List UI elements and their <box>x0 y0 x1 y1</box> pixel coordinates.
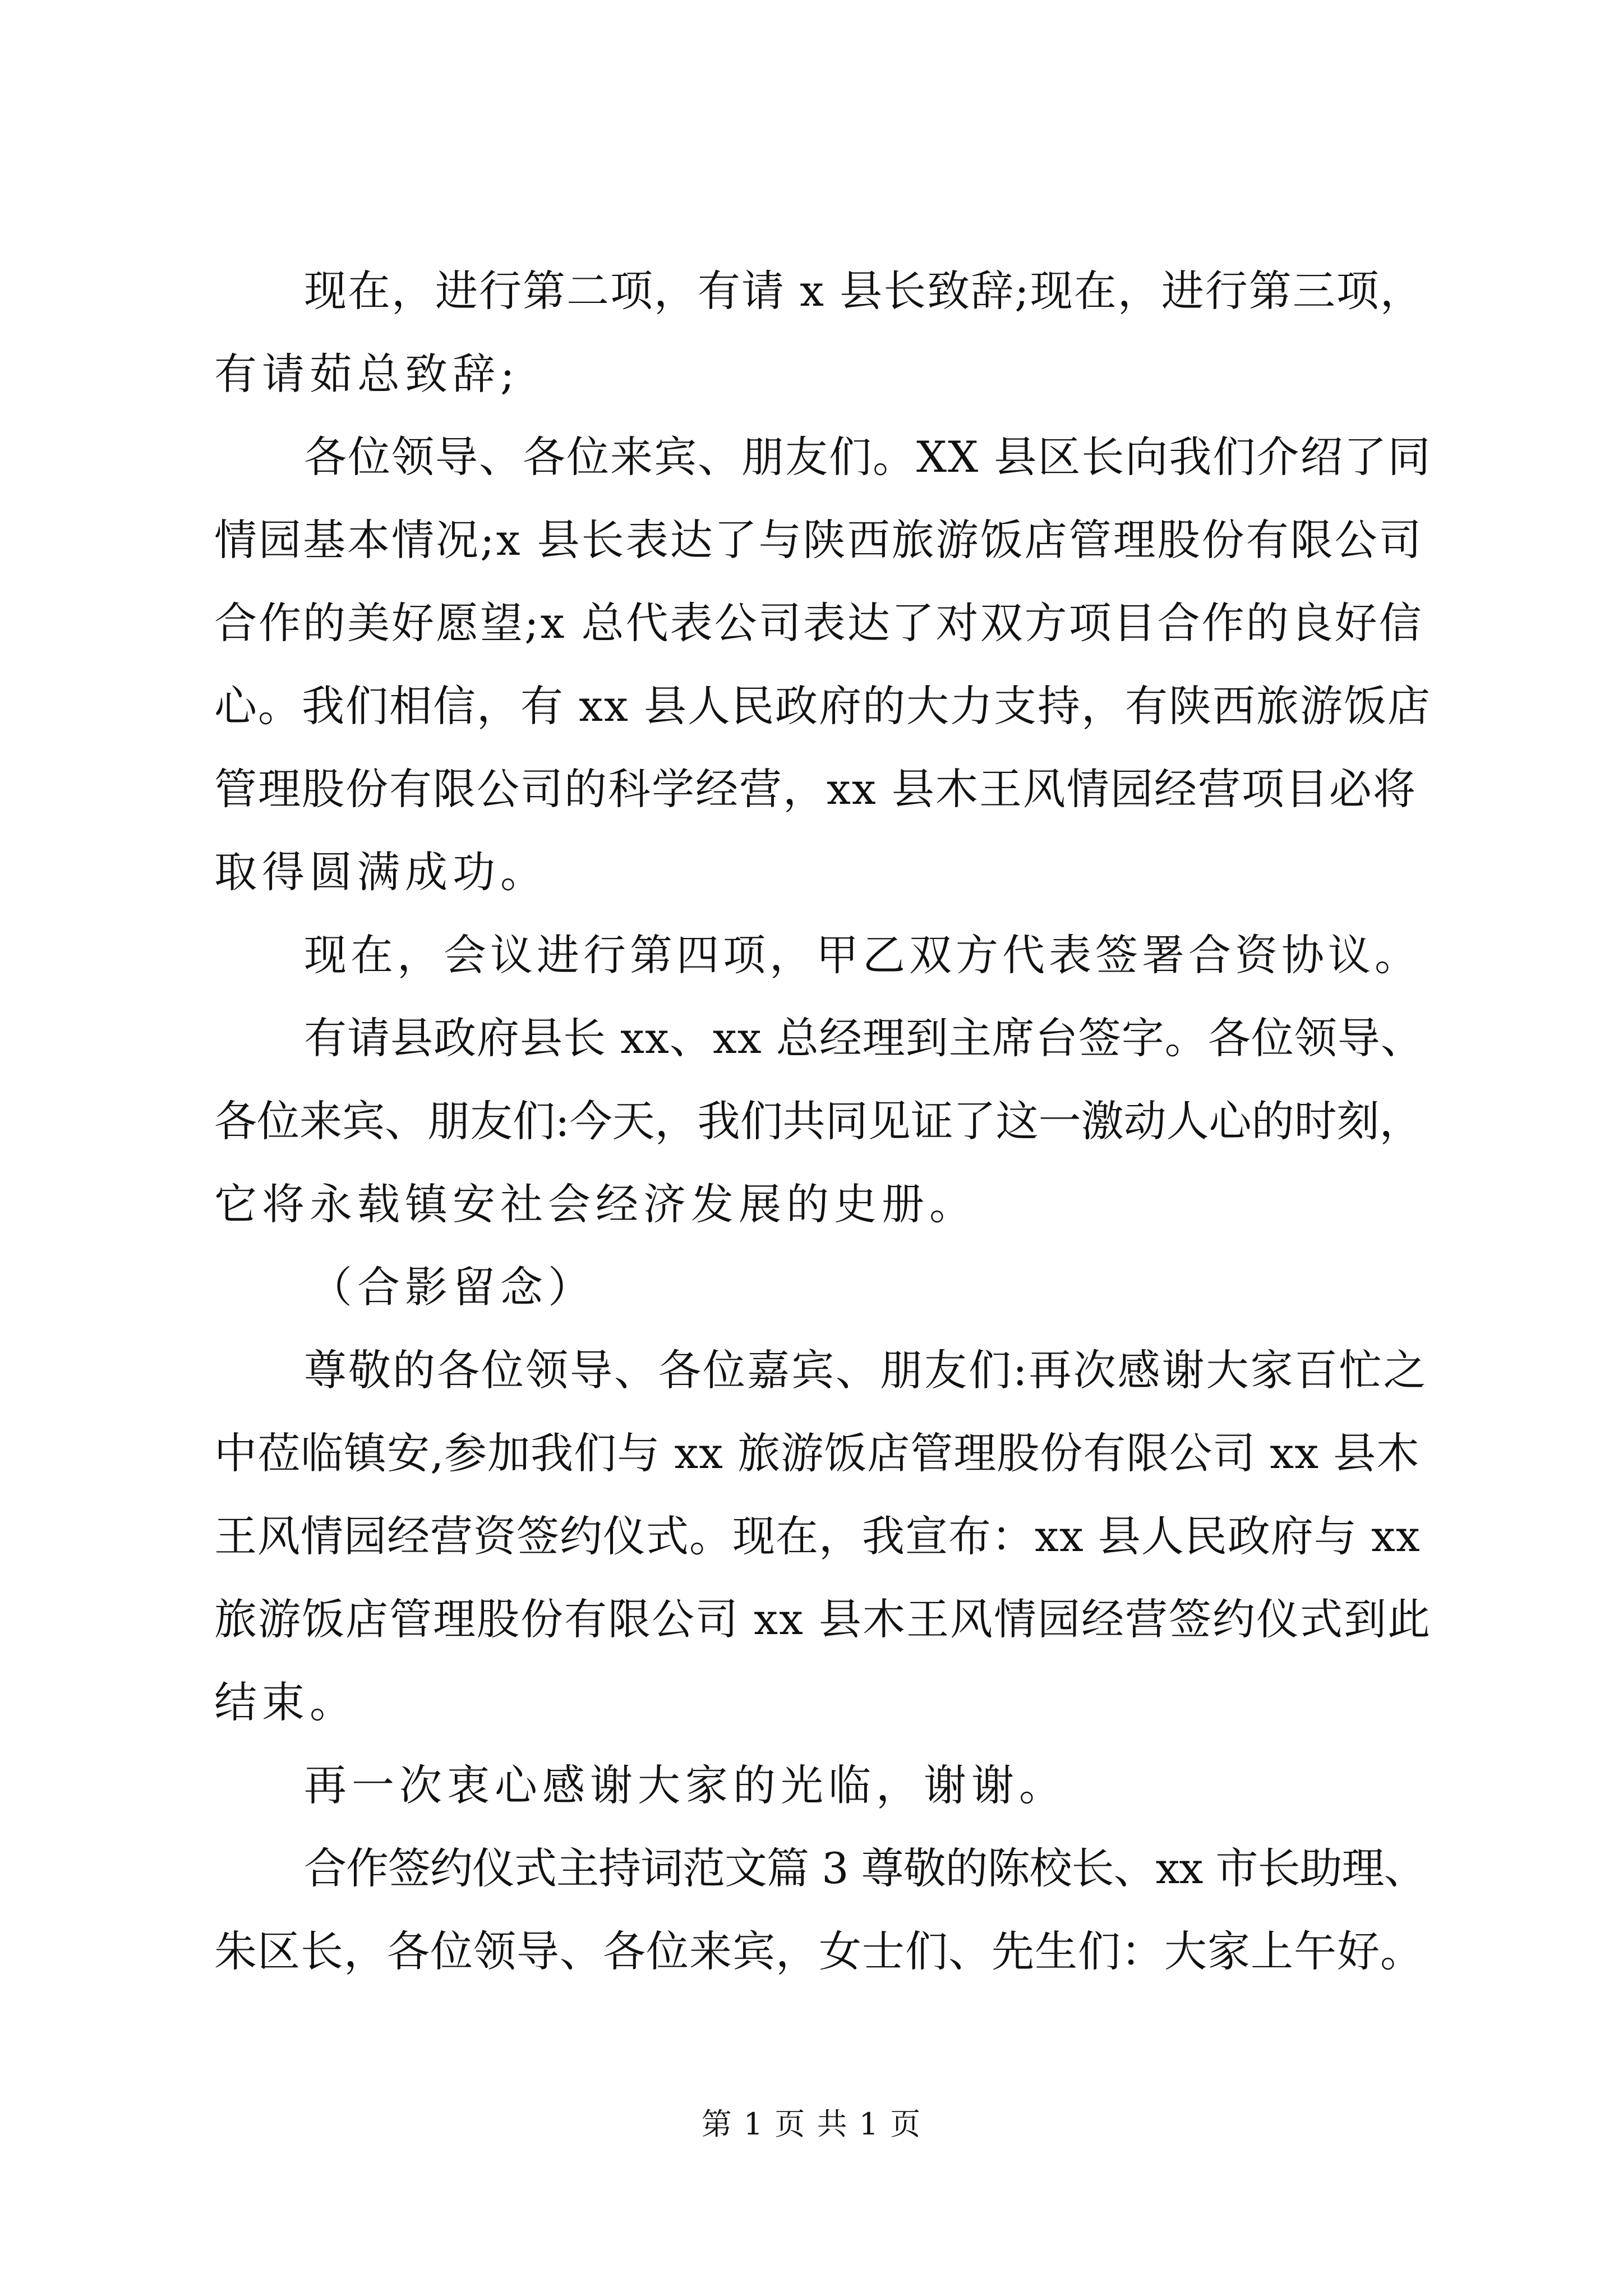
paragraph-line: 尊敬的各位领导、各位嘉宾、朋友们:再次感谢大家百忙之 <box>304 1345 1428 1395</box>
paragraph-line: 合作的美好愿望;x 总代表公司表达了对双方项目合作的良好信 <box>214 598 1423 648</box>
paragraph-line: 有请茹总致辞; <box>214 349 520 399</box>
paragraph-line: 王风情园经营资签约仪式。现在，我宣布：xx 县人民政府与 xx <box>214 1511 1421 1561</box>
paragraph-line: 结束。 <box>214 1677 357 1727</box>
paragraph-line: 中莅临镇安,参加我们与 xx 旅游饭店管理股份有限公司 xx 县木 <box>214 1428 1420 1478</box>
paragraph-line: 合作签约仪式主持词范文篇 3 尊敬的陈校长、xx 市长助理、 <box>304 1843 1426 1893</box>
paragraph-line: 取得圆满成功。 <box>214 847 548 897</box>
paragraph-line: 心。我们相信，有 xx 县人民政府的大力支持，有陕西旅游饭店 <box>214 681 1432 731</box>
paragraph-line: 各位领导、各位来宾、朋友们。XX 县区长向我们介绍了同 <box>304 432 1432 482</box>
paragraph-line: 它将永载镇安社会经济发展的史册。 <box>214 1179 977 1229</box>
page-number-footer: 第 1 页 共 1 页 <box>701 2106 922 2142</box>
paragraph-line: 现在，会议进行第四项，甲乙双方代表签署合资协议。 <box>304 930 1421 980</box>
paragraph-line: 管理股份有限公司的科学经营，xx 县木王风情园经营项目必将 <box>214 764 1417 814</box>
paragraph-line: 各位来宾、朋友们:今天，我们共同见证了这一激动人心的时刻， <box>214 1096 1422 1146</box>
paragraph-line: 情园基本情况;x 县长表达了与陕西旅游饭店管理股份有限公司 <box>214 515 1423 565</box>
paragraph-line: 再一次衷心感谢大家的光临，谢谢。 <box>304 1760 1067 1810</box>
paragraph-line: 旅游饭店管理股份有限公司 xx 县木王风情园经营签约仪式到此 <box>214 1594 1432 1644</box>
paragraph-line: （合影留念） <box>310 1262 596 1312</box>
paragraph-line: 现在，进行第二项，有请 x 县长致辞;现在，进行第三项， <box>304 266 1424 316</box>
paragraph-line: 朱区长，各位领导、各位来宾，女士们、先生们：大家上午好。 <box>214 1926 1423 1976</box>
document-body <box>214 250 1432 1993</box>
paragraph-line: 有请县政府县长 xx、xx 总经理到主席台签字。各位领导、 <box>304 1013 1424 1063</box>
